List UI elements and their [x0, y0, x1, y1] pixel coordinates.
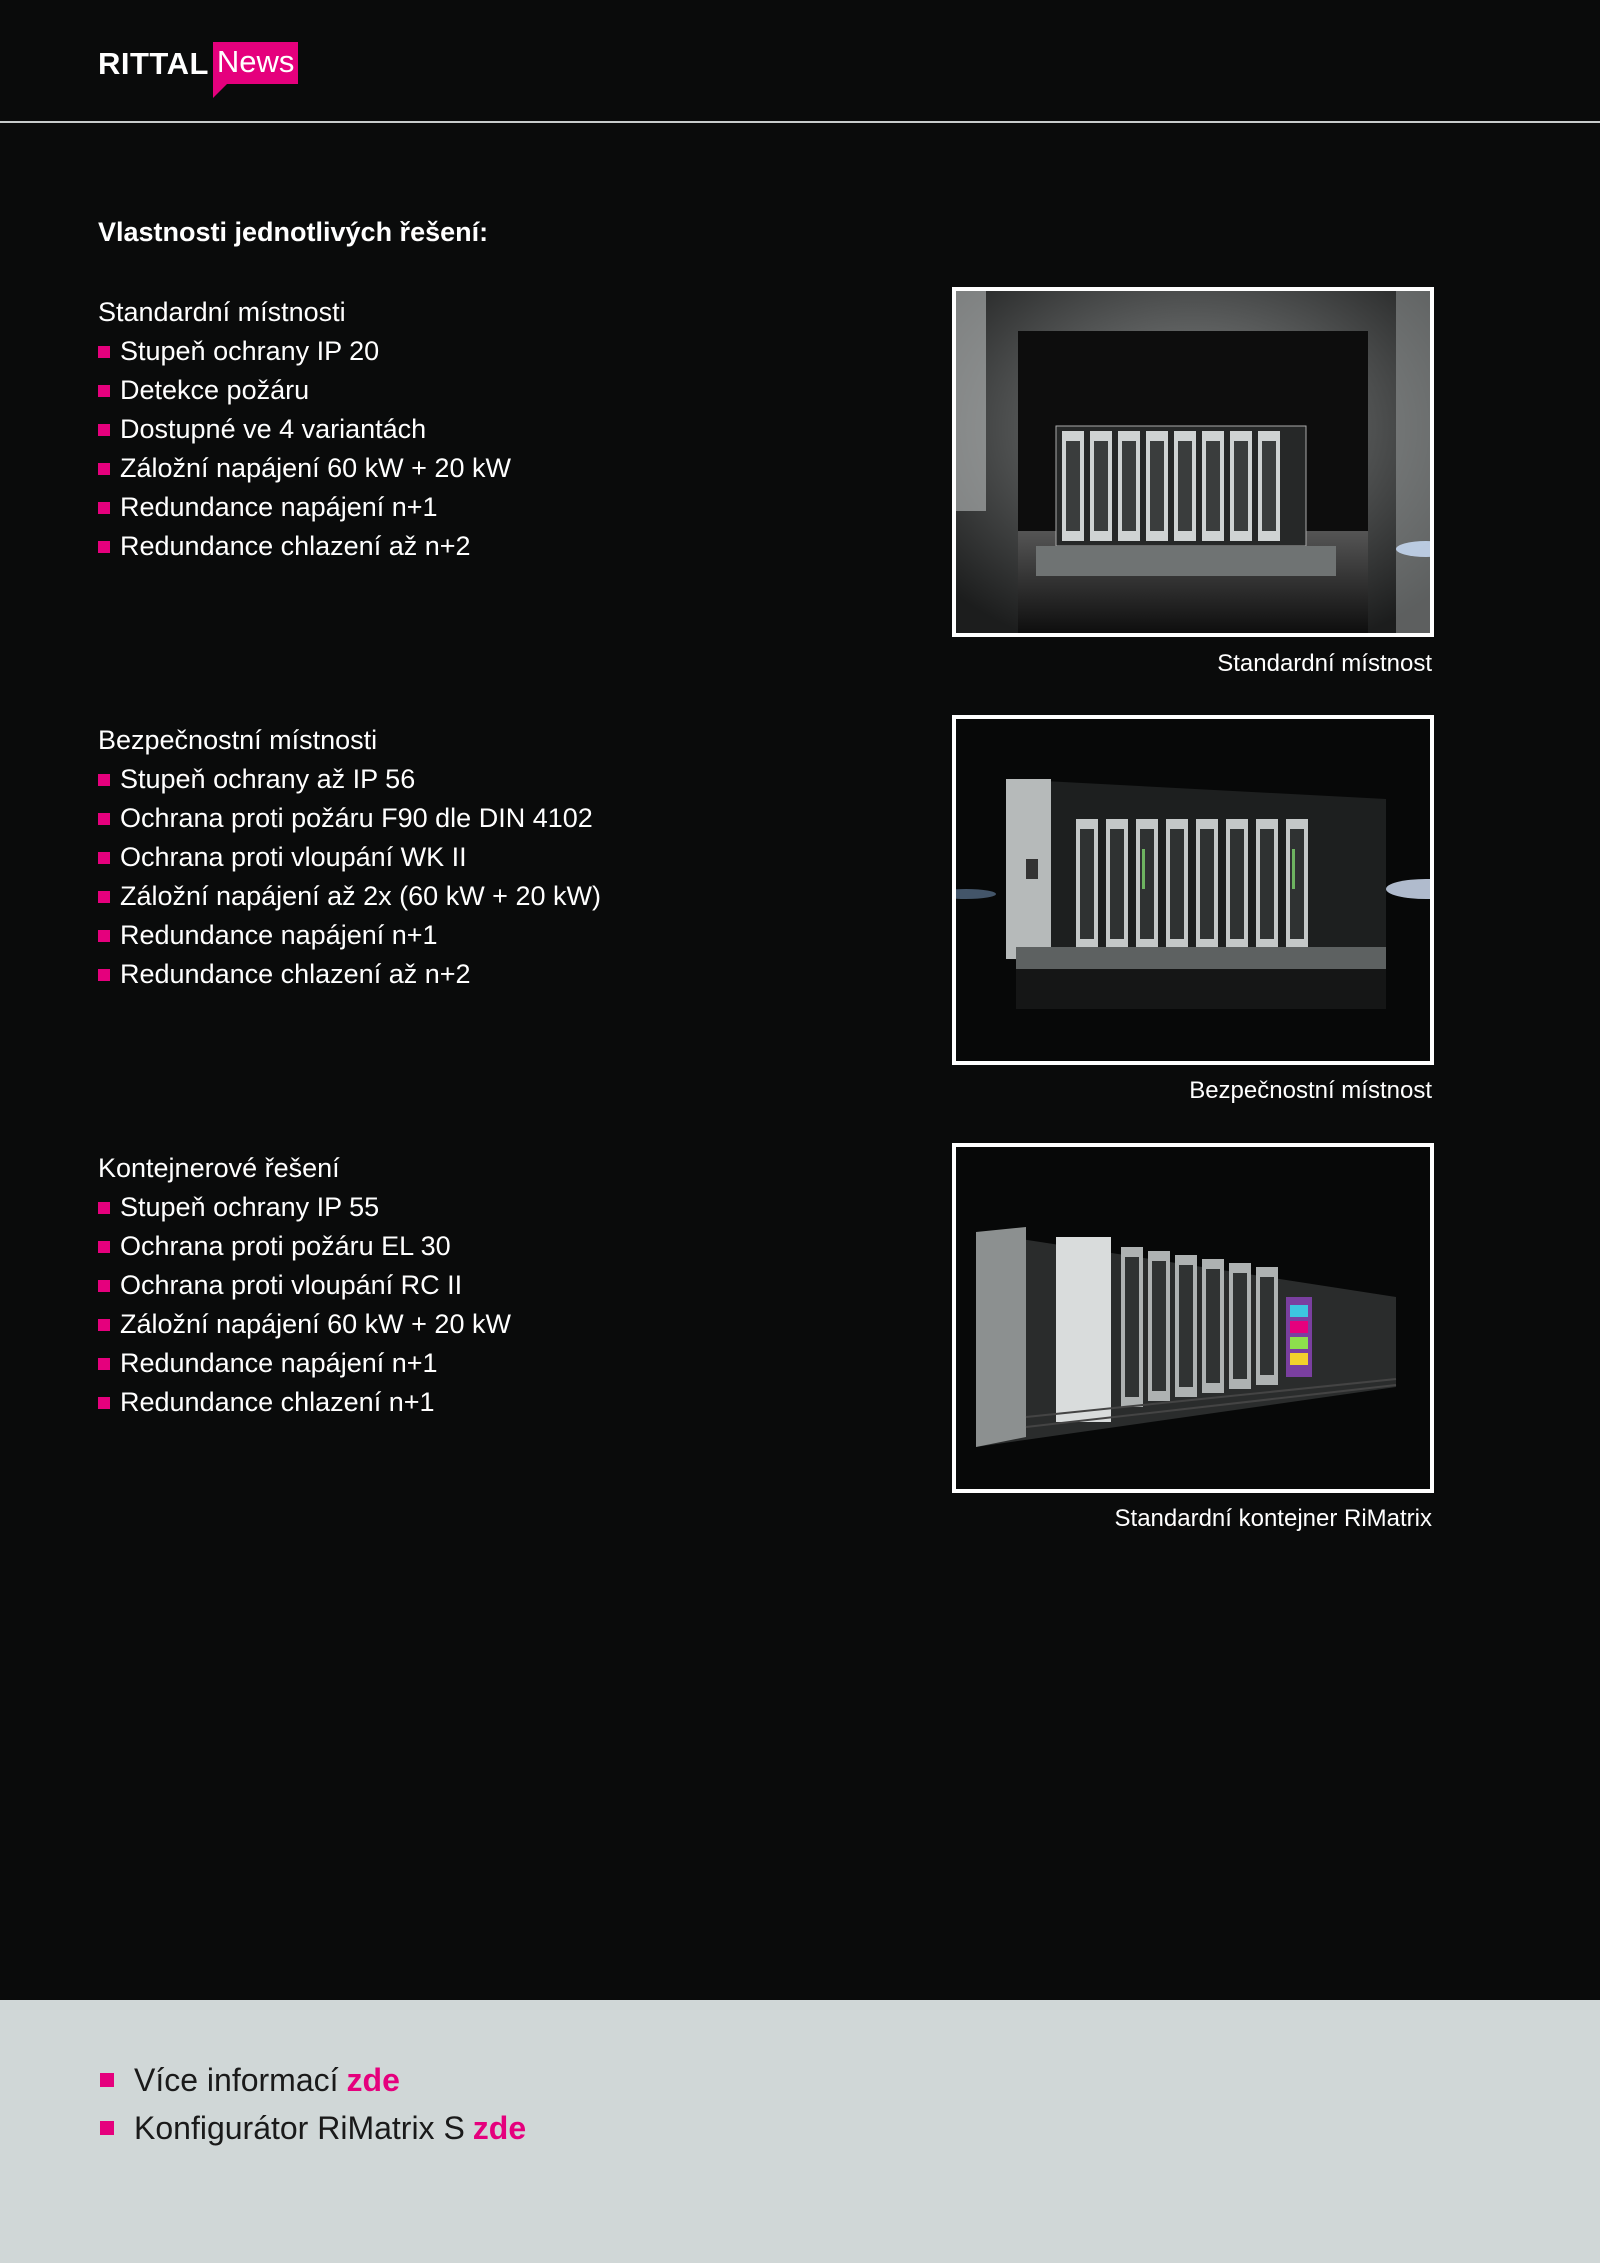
bullet-square-icon: [98, 463, 110, 475]
page-header: [0, 0, 1600, 124]
solution-title: Standardní místnosti: [98, 297, 346, 327]
feature-item: Dostupné ve 4 variantách: [98, 410, 898, 449]
image-caption: Standardní kontejner RiMatrix: [1114, 1505, 1432, 1532]
bullet-square-icon: [98, 969, 110, 981]
bullet-square-icon: [98, 385, 110, 397]
bullet-square-icon: [98, 1241, 110, 1253]
bullet-square-icon: [98, 891, 110, 903]
more-info-link[interactable]: zde: [346, 2062, 400, 2098]
bullet-square-icon: [98, 346, 110, 358]
header-divider: [0, 121, 1600, 123]
feature-list: [98, 760, 898, 994]
feature-item: Záložní napájení 60 kW + 20 kW: [98, 1305, 898, 1344]
logo-news-tag: News: [213, 42, 299, 84]
bullet-square-icon: [98, 1202, 110, 1214]
bullet-square-icon: [100, 2073, 114, 2087]
page-footer: [0, 2000, 1600, 2263]
solution-standard-rooms: [98, 293, 898, 566]
bullet-square-icon: [98, 930, 110, 942]
feature-item: Redundance chlazení n+1: [98, 1383, 898, 1422]
feature-item: Ochrana proti vloupání RC II: [98, 1266, 898, 1305]
solution-title: Kontejnerové řešení: [98, 1153, 340, 1183]
feature-item: Redundance napájení n+1: [98, 488, 898, 527]
bullet-square-icon: [98, 1397, 110, 1409]
section-heading: Vlastnosti jednotlivých řešení:: [98, 217, 489, 247]
bullet-square-icon: [98, 424, 110, 436]
footer-link-more-info: [100, 2056, 526, 2104]
feature-item: Redundance chlazení až n+2: [98, 955, 898, 994]
feature-item: Stupeň ochrany IP 20: [98, 332, 898, 371]
feature-item: Záložní napájení 60 kW + 20 kW: [98, 449, 898, 488]
bullet-square-icon: [98, 852, 110, 864]
feature-item: Ochrana proti požáru F90 dle DIN 4102: [98, 799, 898, 838]
container-photo: [952, 1143, 1434, 1493]
feature-item: Stupeň ochrany IP 55: [98, 1188, 898, 1227]
bullet-square-icon: [98, 1280, 110, 1292]
bullet-square-icon: [100, 2121, 114, 2135]
logo-brand: RITTAL: [98, 46, 209, 81]
bullet-square-icon: [98, 541, 110, 553]
configurator-link[interactable]: zde: [472, 2110, 527, 2146]
standard-room-photo: [952, 287, 1434, 637]
feature-item: Redundance chlazení až n+2: [98, 527, 898, 566]
feature-item: Záložní napájení až 2x (60 kW + 20 kW): [98, 877, 898, 916]
image-caption: Bezpečnostní místnost: [1189, 1077, 1432, 1104]
footer-link-text: Více informací: [134, 2062, 339, 2098]
image-caption: Standardní místnost: [1217, 650, 1432, 677]
feature-item: Detekce požáru: [98, 371, 898, 410]
feature-list: [98, 332, 898, 566]
bullet-square-icon: [98, 774, 110, 786]
feature-list: [98, 1188, 898, 1422]
footer-link-configurator: [100, 2104, 526, 2152]
footer-link-list: [100, 2056, 526, 2152]
footer-link-text: Konfigurátor RiMatrix S: [134, 2110, 465, 2146]
feature-item: Stupeň ochrany až IP 56: [98, 760, 898, 799]
feature-item: Ochrana proti požáru EL 30: [98, 1227, 898, 1266]
bullet-square-icon: [98, 1358, 110, 1370]
feature-item: Ochrana proti vloupání WK II: [98, 838, 898, 877]
bullet-square-icon: [98, 1319, 110, 1331]
bullet-square-icon: [98, 502, 110, 514]
solution-container: [98, 1149, 898, 1422]
bullet-square-icon: [98, 813, 110, 825]
security-room-photo: [952, 715, 1434, 1065]
solution-security-rooms: [98, 721, 898, 994]
feature-item: Redundance napájení n+1: [98, 916, 898, 955]
solution-title: Bezpečnostní místnosti: [98, 725, 378, 755]
feature-item: Redundance napájení n+1: [98, 1344, 898, 1383]
rittal-news-logo: [98, 42, 298, 98]
